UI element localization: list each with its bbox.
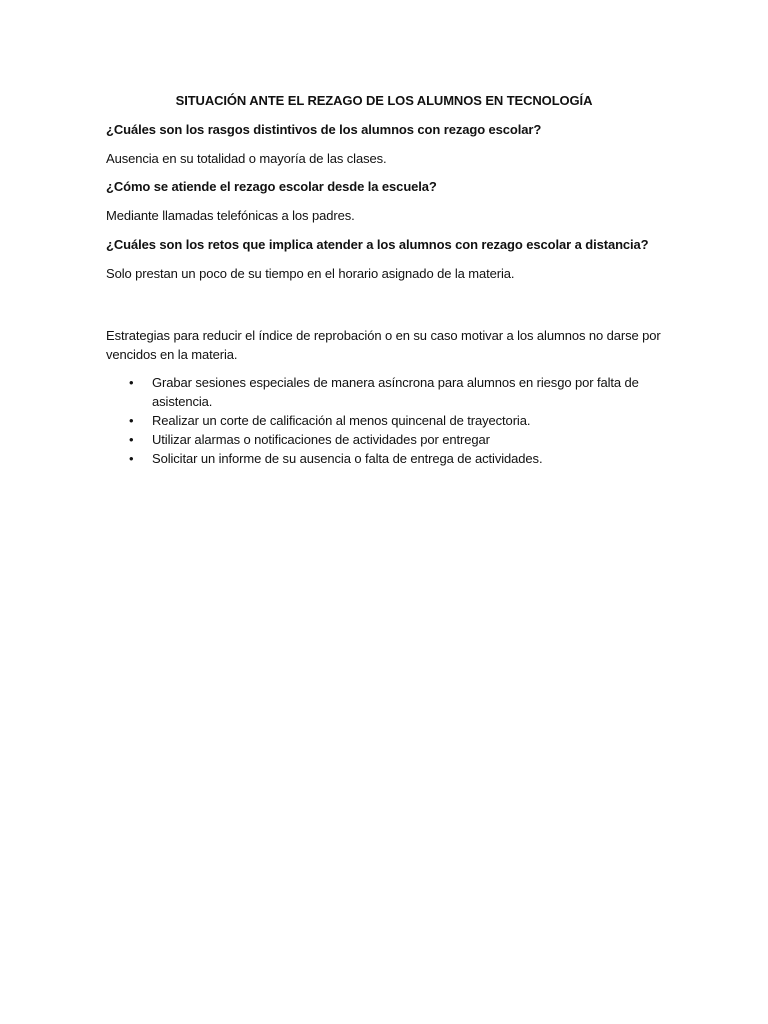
answer-2: Mediante llamadas telefónicas a los padres. <box>106 208 355 223</box>
list-item <box>106 430 666 449</box>
list-item <box>106 373 666 411</box>
bullet-icon: • <box>129 375 134 390</box>
bullet-icon: • <box>129 413 134 428</box>
list-item-text: Grabar sesiones especiales de manera asíncrona para alumnos en riesgo por falta de asistencia. <box>152 375 639 409</box>
question-1: ¿Cuáles son los rasgos distintivos de los alumnos con rezago escolar? <box>106 122 542 137</box>
list-item-text: Utilizar alarmas o notificaciones de actividades por entregar <box>152 432 490 447</box>
question-2: ¿Cómo se atiende el rezago escolar desde la escuela? <box>106 179 437 194</box>
document-title: SITUACIÓN ANTE EL REZAGO DE LOS ALUMNOS EN TECNOLOGÍA <box>175 93 593 108</box>
strategies-intro: Estrategias para reducir el índice de reprobación o en su caso motivar a los alumnos no darse por vencidos en la materia. <box>106 328 661 362</box>
strategies-list <box>106 373 666 468</box>
bullet-icon: • <box>129 451 134 466</box>
answer-1: Ausencia en su totalidad o mayoría de las clases. <box>106 151 387 166</box>
answer-3: Solo prestan un poco de su tiempo en el horario asignado de la materia. <box>106 266 515 281</box>
list-item <box>106 449 666 468</box>
question-3: ¿Cuáles son los retos que implica atender a los alumnos con rezago escolar a distancia? <box>106 237 649 252</box>
bullet-icon: • <box>129 432 134 447</box>
list-item-text: Solicitar un informe de su ausencia o falta de entrega de actividades. <box>152 451 543 466</box>
list-item <box>106 411 666 430</box>
list-item-text: Realizar un corte de calificación al menos quincenal de trayectoria. <box>152 413 531 428</box>
